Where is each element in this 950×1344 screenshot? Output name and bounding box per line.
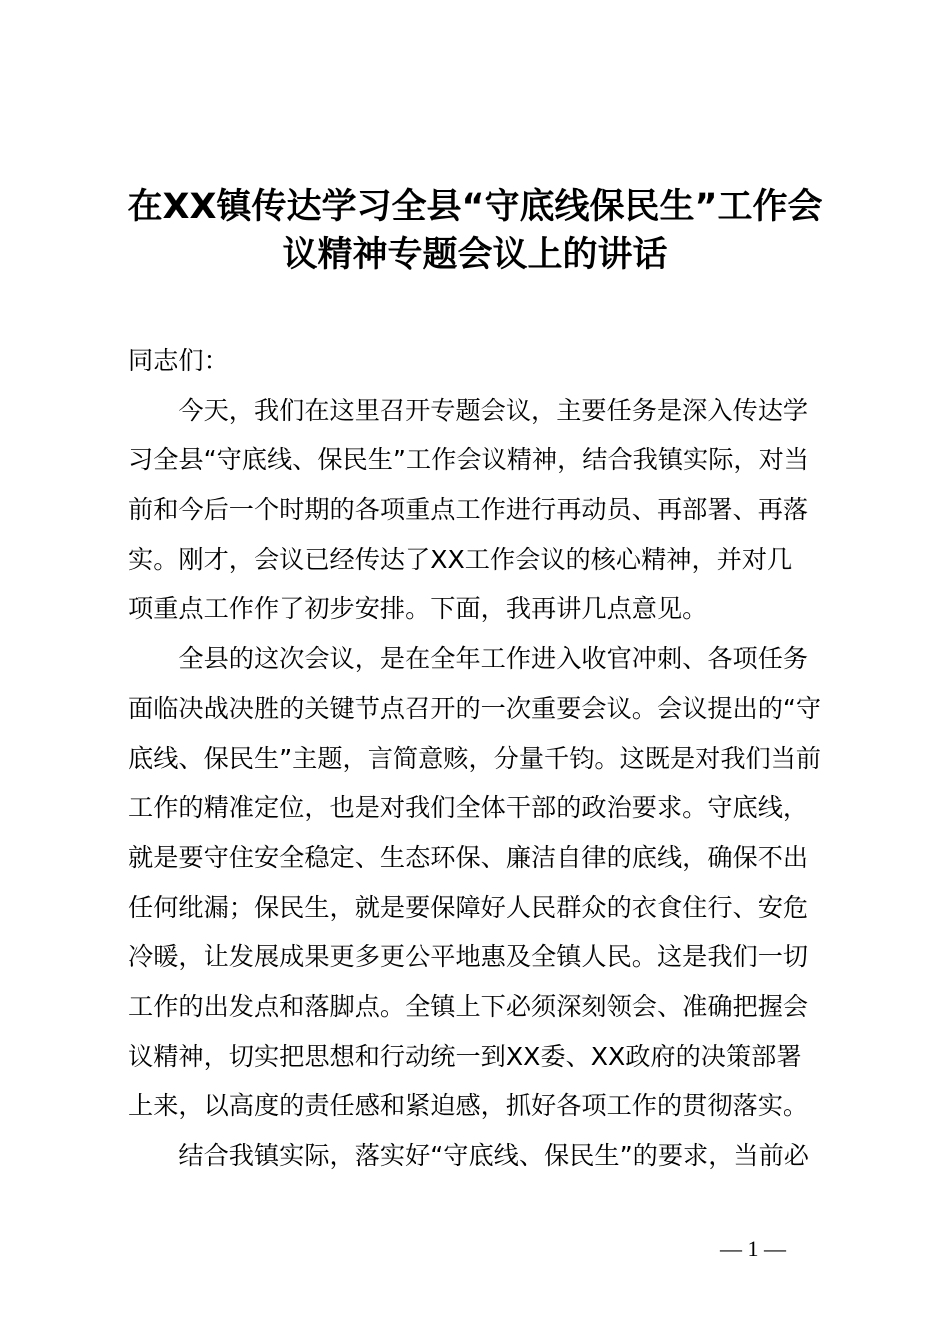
body-line: 前和今后一个时期的各项重点工作进行再动员、再部署、再落 bbox=[128, 495, 809, 525]
body-line: 工作的出发点和落脚点。全镇上下必须深刻领会、准确把握会 bbox=[128, 991, 809, 1021]
body-line: 项重点工作作了初步安排。下面，我再讲几点意见。 bbox=[128, 594, 708, 624]
body-line: 工作的精准定位，也是对我们全体干部的政治要求。守底线， bbox=[128, 793, 809, 823]
body-line: 实。刚才，会议已经传达了XX工作会议的核心精神，并对几 bbox=[128, 544, 793, 574]
body-line: 面临决战决胜的关键节点召开的一次重要会议。会议提出的“守 bbox=[128, 693, 822, 723]
body-line: 全县的这次会议，是在全年工作进入收官冲刺、各项任务 bbox=[128, 644, 809, 674]
page-number: — 1 — bbox=[720, 1236, 786, 1261]
document-body bbox=[128, 336, 834, 1181]
body-line: 结合我镇实际，落实好“守底线、保民生”的要求，当前必 bbox=[128, 1141, 809, 1170]
title-line-2: 议精神专题会议上的讲话 bbox=[282, 235, 668, 275]
body-line: 上来，以高度的责任感和紧迫感，抓好各项工作的贯彻落实。 bbox=[128, 1091, 809, 1121]
body-line: 冷暖，让发展成果更多更公平地惠及全镇人民。这是我们一切 bbox=[128, 942, 809, 972]
body-line: 就是要守住安全稳定、生态环保、廉洁自律的底线，确保不出 bbox=[128, 842, 809, 872]
body-line: 任何纰漏；保民生，就是要保障好人民群众的衣食住行、安危 bbox=[128, 892, 809, 922]
document-title bbox=[120, 183, 830, 279]
salutation: 同志们： bbox=[128, 346, 229, 375]
title-line-1: 在XX镇传达学习全县“守底线保民生”工作会 bbox=[127, 187, 823, 227]
body-line: 底线、保民生”主题，言简意赅，分量千钧。这既是对我们当前 bbox=[128, 743, 822, 773]
body-line: 今天，我们在这里召开专题会议，主要任务是深入传达学 bbox=[128, 395, 809, 425]
body-line: 议精神，切实把思想和行动统一到XX委、XX政府的决策部署 bbox=[128, 1041, 802, 1071]
body-line: 习全县“守底线、保民生”工作会议精神，结合我镇实际，对当 bbox=[128, 445, 809, 475]
